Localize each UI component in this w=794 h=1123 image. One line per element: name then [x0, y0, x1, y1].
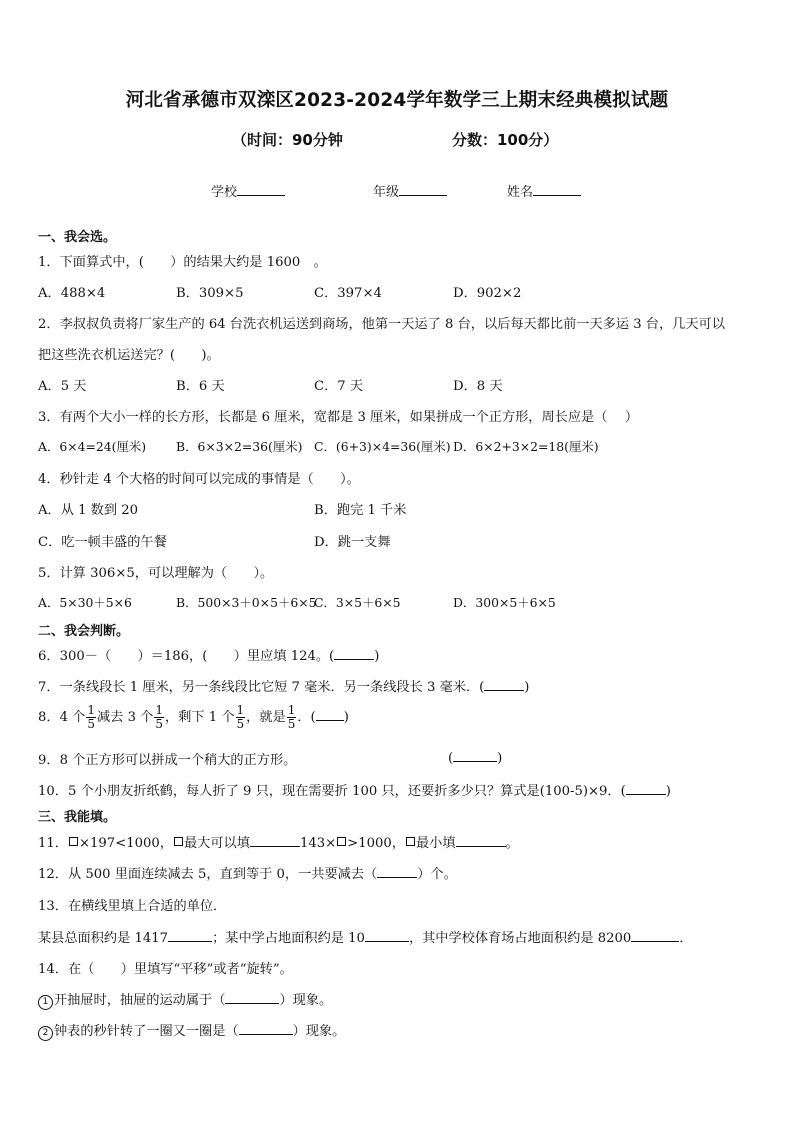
- name-blank[interactable]: [533, 183, 581, 196]
- q1-option-c[interactable]: C．397×4: [314, 286, 382, 301]
- question-9-open: (: [448, 751, 454, 766]
- question-6: [38, 645, 379, 664]
- fraction-denominator: 5: [236, 717, 245, 731]
- question-9-close: ): [497, 751, 503, 766]
- question-12-text: 12．从 500 里面连续减去 5，直到等于 0，一共要减去（: [38, 867, 378, 882]
- q3-option-c[interactable]: C．(6+3)×4=36(厘米): [314, 439, 451, 454]
- q1-option-d[interactable]: D．902×2: [453, 286, 522, 301]
- q14-item2-blank[interactable]: [239, 1022, 293, 1035]
- question-6-close: ): [374, 649, 380, 664]
- question-7-text: 7．一条线段长 1 厘米，另一条线段比它短 7 毫米．另一条线段长 3 毫米．(: [38, 680, 485, 695]
- fraction-one-fifth: [86, 704, 96, 731]
- question-8-part-c: ，剩下 1 个: [164, 710, 235, 725]
- school-blank[interactable]: [237, 183, 285, 196]
- exam-time: （时间：90分钟: [232, 131, 343, 149]
- question-9-answer: [448, 749, 502, 766]
- q5-option-d[interactable]: D．300×5＋6×5: [453, 595, 556, 610]
- q1-option-b[interactable]: B．309×5: [176, 286, 244, 301]
- grade-label: 年级: [373, 185, 400, 200]
- question-10: [38, 780, 671, 799]
- question-10-text: 10．5 个小朋友折纸鹤，每人折了 9 只，现在需要折 100 只，还要折多少只？算式是(100-5)×9．(: [38, 784, 626, 799]
- question-11-part-b: ×197<1000，: [78, 836, 173, 851]
- fraction-numerator: 1: [87, 703, 95, 717]
- q2-option-d[interactable]: D．8 天: [453, 379, 503, 394]
- exam-score: 分数：100分）: [452, 131, 559, 149]
- section-heading-choose: 一、我会选。: [38, 230, 117, 245]
- q11-max-blank[interactable]: [250, 834, 300, 847]
- q8-answer-blank[interactable]: [316, 708, 344, 721]
- question-14-item-2: [38, 1020, 345, 1041]
- square-placeholder-icon: [337, 837, 346, 846]
- q4-option-a[interactable]: A．从 1 数到 20: [38, 503, 139, 518]
- section-heading-fill: 三、我能填。: [38, 810, 117, 825]
- question-13: 13．在横线里填上合适的单位．: [38, 899, 227, 914]
- question-13-part-a: 某县总面积约是 1417: [38, 931, 169, 946]
- square-placeholder-icon: [406, 837, 415, 846]
- fraction-denominator: 5: [287, 717, 296, 731]
- q5-option-b[interactable]: B．500×3＋0×5＋6×5: [176, 595, 317, 610]
- q4-option-d[interactable]: D．跳一支舞: [314, 535, 391, 550]
- q3-option-b[interactable]: B．6×3×2=36(厘米): [176, 439, 303, 454]
- question-12-end: ）个。: [417, 867, 457, 882]
- question-13-part-b: ；某中学占地面积约是 10: [212, 931, 365, 946]
- question-6-text: 6．300－（ ）＝186，( ）里应填 124。(: [38, 649, 335, 664]
- school-label: 学校: [211, 185, 238, 200]
- question-3: 3．有两个大小一样的长方形，长都是 6 厘米，宽都是 3 厘米，如果拼成一个正方形，周长应是（ ）: [38, 410, 639, 425]
- question-2-line1: 2．李叔叔负责将厂家生产的 64 台洗衣机运送到商场，他第一天运了 8 台，以后每天都比前一天多运 3 台，几天可以: [38, 317, 725, 332]
- question-13-part-c: ，其中学校体育场占地面积约是 8200: [408, 931, 632, 946]
- fraction-denominator: 5: [87, 717, 95, 731]
- question-8-part-a: 8．4 个: [38, 710, 86, 725]
- question-7-close: ): [524, 680, 530, 695]
- question-11-number: 11．: [38, 836, 68, 851]
- q9-answer-blank[interactable]: [453, 749, 497, 762]
- question-14: 14．在（ ）里填写“平移”或者“旋转”。: [38, 962, 293, 977]
- q13-blank-school[interactable]: [365, 929, 409, 942]
- q2-option-c[interactable]: C．7 天: [314, 379, 364, 394]
- q4-option-b[interactable]: B．跑完 1 千米: [314, 503, 407, 518]
- fraction-one-fifth: [236, 704, 246, 731]
- question-1: 1．下面算式中，( ）的结果大约是 1600 。: [38, 255, 327, 270]
- school-field[interactable]: [211, 181, 285, 200]
- name-field[interactable]: [507, 181, 581, 200]
- q3-option-d[interactable]: D．6×2+3×2=18(厘米): [453, 439, 599, 454]
- fraction-one-fifth: [287, 704, 297, 731]
- q14-item1-blank[interactable]: [225, 991, 279, 1004]
- question-14-item-2-text: 钟表的秒针转了一圈又一圈是（: [54, 1024, 239, 1039]
- q12-answer-blank[interactable]: [377, 865, 417, 878]
- question-11-part-f: 最小填: [415, 836, 456, 851]
- grade-blank[interactable]: [399, 183, 447, 196]
- question-14-item-1: [38, 989, 332, 1010]
- question-10-close: ): [665, 784, 671, 799]
- question-11: [38, 832, 519, 851]
- name-label: 姓名: [507, 185, 534, 200]
- circled-number-2-icon: 2: [38, 1026, 53, 1041]
- fraction-numerator: 1: [287, 703, 296, 717]
- question-13-line2: [38, 927, 693, 946]
- question-4: 4．秒针走 4 个大格的时间可以完成的事情是（ ）。: [38, 472, 360, 487]
- q2-option-a[interactable]: A．5 天: [38, 379, 87, 394]
- q3-option-a[interactable]: A．6×4=24(厘米): [38, 439, 147, 454]
- fraction-numerator: 1: [236, 703, 245, 717]
- question-8-close: ): [343, 710, 349, 725]
- square-placeholder-icon: [69, 837, 78, 846]
- question-8-part-e: ．(: [297, 710, 316, 725]
- q5-option-c[interactable]: C．3×5＋6×5: [314, 595, 401, 610]
- fraction-one-fifth: [154, 704, 164, 731]
- section-heading-judge: 二、我会判断。: [38, 624, 130, 639]
- question-8: [38, 704, 349, 731]
- question-13-end: ．: [679, 931, 693, 946]
- question-11-part-c: 最大可以填: [184, 836, 250, 851]
- question-5: 5．计算 306×5，可以理解为（ ）。: [38, 566, 274, 581]
- square-placeholder-icon: [174, 837, 183, 846]
- fraction-denominator: 5: [155, 717, 163, 731]
- q5-option-a[interactable]: A．5×30＋5×6: [38, 595, 132, 610]
- question-8-part-b: 减去 3 个: [97, 710, 154, 725]
- q10-answer-blank[interactable]: [626, 782, 666, 795]
- circled-number-1-icon: 1: [38, 995, 53, 1010]
- question-14-item-1-end: ）现象。: [279, 993, 333, 1008]
- question-9: 9．8 个正方形可以拼成一个稍大的正方形。: [38, 753, 297, 768]
- question-11-part-d: 143×: [299, 836, 337, 851]
- q13-blank-field[interactable]: [631, 929, 679, 942]
- q13-blank-county[interactable]: [168, 929, 212, 942]
- question-8-part-d: ，就是: [246, 710, 286, 725]
- question-2-line2: 把这些洗衣机运送完？( )。: [38, 348, 220, 363]
- question-11-part-e: >1000，: [347, 836, 405, 851]
- q7-answer-blank[interactable]: [484, 678, 524, 691]
- q6-answer-blank[interactable]: [334, 647, 374, 660]
- question-14-item-1-text: 开抽屉时，抽屉的运动属于（: [54, 993, 226, 1008]
- q1-option-a[interactable]: A．488×4: [38, 286, 106, 301]
- grade-field[interactable]: [373, 181, 447, 200]
- fraction-numerator: 1: [155, 703, 163, 717]
- question-11-end: 。: [505, 836, 519, 851]
- q2-option-b[interactable]: B．6 天: [176, 379, 225, 394]
- q11-min-blank[interactable]: [456, 834, 506, 847]
- q4-option-c[interactable]: C．吃一顿丰盛的午餐: [38, 535, 167, 550]
- page-title: 河北省承德市双滦区2023-2024学年数学三上期末经典模拟试题: [125, 90, 669, 111]
- question-7: [38, 676, 529, 695]
- question-14-item-2-end: ）现象。: [292, 1024, 346, 1039]
- question-12: [38, 863, 457, 882]
